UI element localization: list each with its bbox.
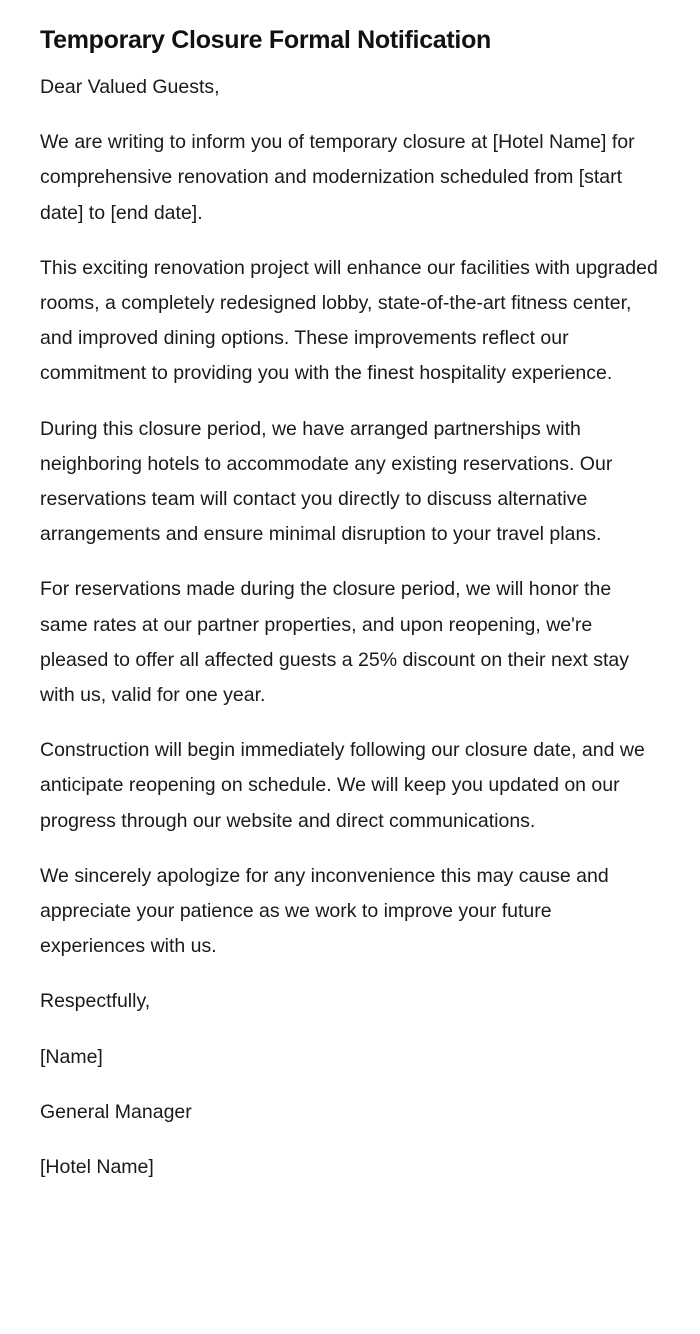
- letter-title: Temporary Closure Formal Notification: [40, 26, 492, 54]
- paragraph-discount-offer: For reservations made during the closure period, we will honor the same rates at our partner properties, and upon reopening, we're pleased to offer all affected guests a 25% discount on their next stay with us, valid for one year.: [40, 578, 629, 707]
- signature-hotel: [Hotel Name]: [40, 1156, 154, 1179]
- signature-position: General Manager: [40, 1100, 192, 1123]
- paragraph-partnerships: During this closure period, we have arranged partnerships with neighboring hotels to accommodate any existing reservations. Our reservations team will contact you directly to discuss alternative arrangements and ensure minimal disruption to your travel plans.: [40, 417, 613, 546]
- paragraph-closure-notice: We are writing to inform you of temporary closure at [Hotel Name] for comprehensive renovation and modernization scheduled from [start date] to [end date].: [40, 131, 635, 224]
- closing: Respectfully,: [40, 990, 151, 1013]
- salutation: Dear Valued Guests,: [40, 76, 220, 98]
- paragraph-construction-updates: Construction will begin immediately following our closure date, and we anticipate reopening on schedule. We will keep you updated on our progress through our website and direct communications.: [40, 739, 645, 832]
- paragraph-apology: We sincerely apologize for any inconvenience this may cause and appreciate your patience as we work to improve your future experiences with us.: [40, 864, 609, 958]
- paragraph-renovation-details: This exciting renovation project will enhance our facilities with upgraded rooms, a completely redesigned lobby, state-of-the-art fitness center, and improved dining options. These improvements reflect our commitment to providing you with the finest hospitality experience.: [40, 256, 658, 385]
- signature-name: [Name]: [40, 1045, 103, 1068]
